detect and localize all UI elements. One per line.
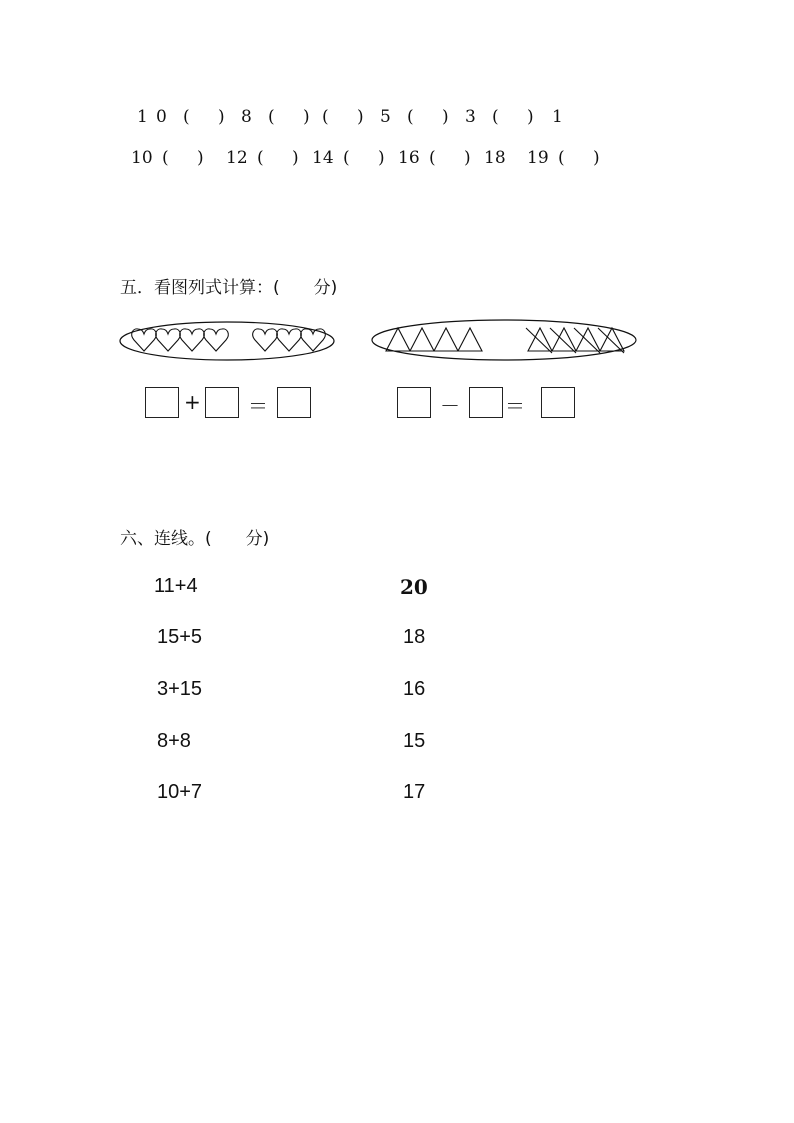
triangle-icon bbox=[600, 328, 624, 351]
heart-icon-row bbox=[132, 329, 326, 351]
triangles-ellipse bbox=[372, 320, 636, 360]
cross-out-mark bbox=[598, 328, 624, 353]
seq-token: ) bbox=[527, 107, 534, 127]
heart-icon bbox=[132, 329, 157, 351]
heart-icon bbox=[277, 329, 302, 351]
sequence-row-2 bbox=[0, 148, 794, 172]
seq-token: ( bbox=[162, 148, 169, 168]
triangle-icon bbox=[576, 328, 600, 351]
seq-token: ) bbox=[218, 107, 225, 127]
answer-box-minuend[interactable] bbox=[397, 387, 431, 418]
seq-token: ) bbox=[197, 148, 204, 168]
answer-box-subtrahend[interactable] bbox=[469, 387, 503, 418]
triangle-icon bbox=[386, 328, 410, 351]
hearts-group bbox=[118, 320, 340, 364]
seq-token: 1 bbox=[552, 107, 563, 127]
seq-token: ( bbox=[183, 107, 190, 127]
triangles-group bbox=[370, 318, 642, 364]
seq-token: 12 bbox=[226, 148, 248, 168]
match-left-item[interactable]: 15+5 bbox=[157, 626, 203, 648]
seq-token: ) bbox=[357, 107, 364, 127]
hearts-ellipse bbox=[120, 322, 334, 360]
seq-token: 16 bbox=[398, 148, 420, 168]
sequence-row-1 bbox=[0, 107, 794, 131]
seq-token: ) bbox=[378, 148, 385, 168]
triangle-icon-row bbox=[386, 328, 624, 353]
seq-token: ( bbox=[322, 107, 329, 127]
heart-icon bbox=[156, 329, 181, 351]
equals-sign: ＝ bbox=[248, 394, 268, 418]
match-left-item[interactable]: 8+8 bbox=[157, 730, 191, 752]
seq-token: 14 bbox=[312, 148, 334, 168]
seq-token: ( bbox=[429, 148, 436, 168]
seq-token: ) bbox=[442, 107, 449, 127]
seq-token: ( bbox=[492, 107, 499, 127]
seq-token: ) bbox=[292, 148, 299, 168]
triangle-icon bbox=[458, 328, 482, 351]
seq-token: 10 bbox=[131, 148, 153, 168]
match-right-item[interactable]: 20 bbox=[400, 575, 428, 599]
seq-token: 19 bbox=[527, 148, 549, 168]
answer-box-sum[interactable] bbox=[277, 387, 311, 418]
match-right-item[interactable]: 16 bbox=[403, 678, 426, 700]
triangle-icon bbox=[410, 328, 434, 351]
seq-token: ( bbox=[268, 107, 275, 127]
match-left-item[interactable]: 10+7 bbox=[157, 781, 203, 803]
seq-token: ) bbox=[593, 148, 600, 168]
match-right-item[interactable]: 15 bbox=[403, 730, 426, 752]
answer-box-difference[interactable] bbox=[541, 387, 575, 418]
seq-token: 3 bbox=[465, 107, 476, 127]
triangle-icon bbox=[434, 328, 458, 351]
triangle-icon bbox=[552, 328, 576, 351]
heart-icon bbox=[180, 329, 205, 351]
section-6-title: 六、连线。( 分) bbox=[120, 529, 270, 549]
heart-icon bbox=[204, 329, 229, 351]
equals-sign: ＝ bbox=[505, 394, 525, 418]
match-left-item[interactable]: 3+15 bbox=[157, 678, 203, 700]
seq-token: 5 bbox=[380, 107, 391, 127]
seq-token: 8 bbox=[241, 107, 252, 127]
seq-token: ( bbox=[343, 148, 350, 168]
seq-token: ) bbox=[303, 107, 310, 127]
seq-token: ( bbox=[558, 148, 565, 168]
seq-token: ( bbox=[257, 148, 264, 168]
triangle-icon bbox=[528, 328, 552, 351]
cross-out-mark bbox=[550, 328, 576, 353]
match-right-item[interactable]: 17 bbox=[403, 781, 426, 803]
seq-token: ) bbox=[464, 148, 471, 168]
plus-sign: + bbox=[184, 390, 201, 414]
cross-out-mark bbox=[574, 328, 600, 353]
minus-sign: － bbox=[440, 394, 460, 418]
answer-box-addend-2[interactable] bbox=[205, 387, 239, 418]
match-right-item[interactable]: 18 bbox=[403, 626, 426, 648]
match-left-item[interactable]: 11+4 bbox=[154, 575, 198, 597]
heart-icon bbox=[253, 329, 278, 351]
cross-out-mark bbox=[526, 328, 552, 353]
seq-token: ( bbox=[407, 107, 414, 127]
seq-token: 0 bbox=[156, 107, 167, 127]
seq-token: 18 bbox=[484, 148, 506, 168]
answer-box-addend-1[interactable] bbox=[145, 387, 179, 418]
section-5-title: 五．看图列式计算：( 分) bbox=[120, 278, 338, 298]
seq-token: 1 bbox=[137, 107, 148, 127]
